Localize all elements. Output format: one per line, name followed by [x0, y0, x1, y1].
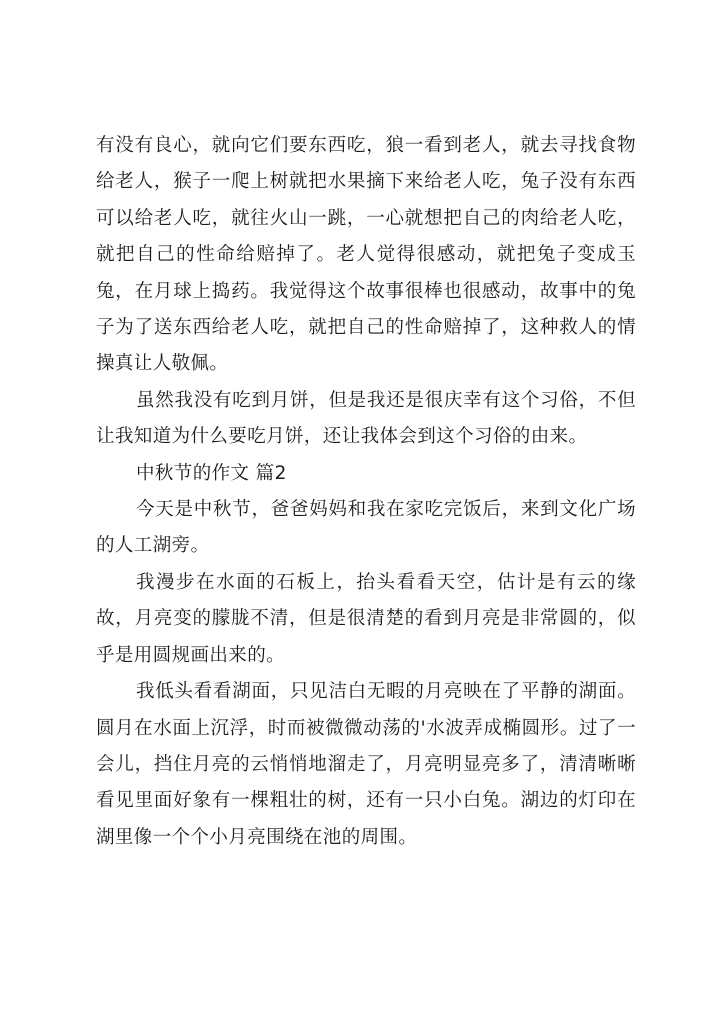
paragraph-mooncake-custom: 虽然我没有吃到月饼，但是我还是很庆幸有这个习俗，不但让我知道为什么要吃月饼，还让我体会到这个习俗的由来。 [96, 389, 636, 448]
paragraph-lake-reflection: 我低头看看湖面，只见洁白无暇的月亮映在了平静的湖面。圆月在水面上沉浮，时而被微微动荡的'水波弄成椭圆形。过了一会儿，挡住月亮的云悄悄地溜走了，月亮明显亮多了，清清晰晰看见里面好象有一棵粗壮的树，还有一只小白兔。湖边的灯印在湖里像一个个小月亮围绕在池的周围。 [96, 681, 636, 848]
paragraph-looking-at-sky: 我漫步在水面的石板上，抬头看看天空，估计是有云的缘故，月亮变的朦胧不清，但是很清楚的看到月亮是非常圆的，似乎是用圆规画出来的。 [96, 571, 636, 666]
section-heading: 中秋节的作文 篇2 [136, 462, 287, 484]
document-body [96, 128, 636, 856]
paragraph-rabbit-story: 有没有良心，就向它们要东西吃，狼一看到老人，就去寻找食物给老人，猴子一爬上树就把水果摘下来给老人吃，兔子没有东西可以给老人吃，就往火山一跳，一心就想把自己的肉给老人吃，就把自己的性命给赔掉了。老人觉得很感动，就把兔子变成玉兔，在月球上捣药。我觉得这个故事很棒也很感动，故事中的兔子为了送东西给老人吃，就把自己的性命赔掉了，这种救人的情操真让人敬佩。 [96, 135, 636, 375]
paragraph-mid-autumn-day: 今天是中秋节，爸爸妈妈和我在家吃完饭后，来到文化广场的人工湖旁。 [96, 499, 636, 557]
